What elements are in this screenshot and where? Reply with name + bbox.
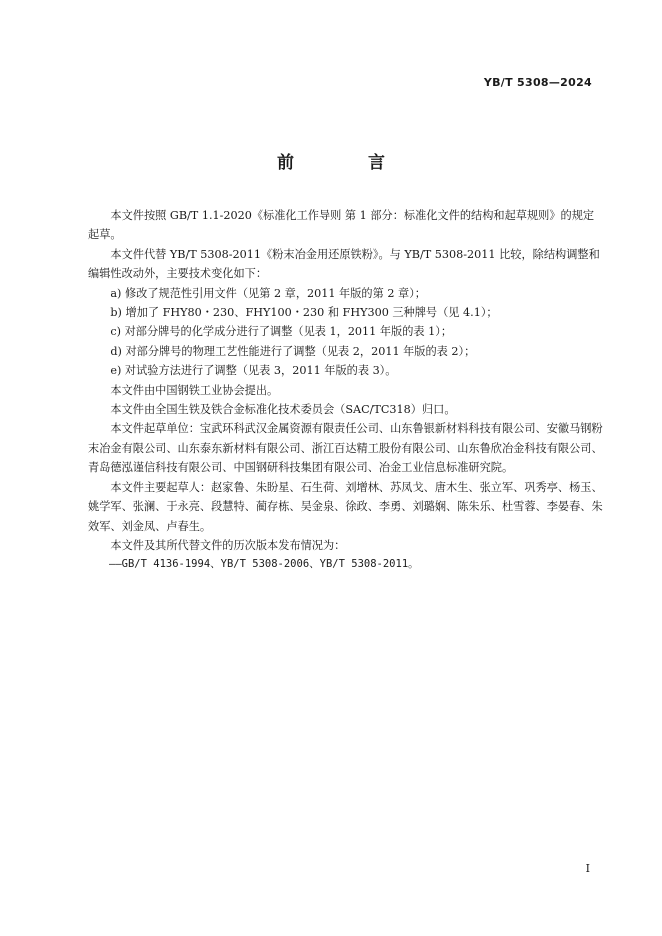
paragraph-committee: 本文件由全国生铁及铁合金标准化技术委员会（SAC/TC318）归口。 [110, 403, 456, 417]
paragraph-drafting-units: 本文件起草单位：宝武环科武汉金属资源有限责任公司、山东鲁银新材料科技有限公司、安徽马钢粉末冶金有限公司、山东泰东新材料有限公司、浙江百达精工股份有限公司、山东鲁欣冶金科技有限公司、青岛德泓谨信科技有限公司、中国钢研科技集团有限公司、冶金工业信息标准研究院。 [88, 422, 603, 475]
paragraph-history-list: ——GB/T 4136-1994、YB/T 5308-2006、YB/T 5308-2011。 [109, 558, 419, 571]
list-item: a) 修改了规范性引用文件（见第 2 章，2011 年版的第 2 章）； [110, 286, 426, 300]
list-item: e) 对试验方法进行了调整（见表 3，2011 年版的表 3）。 [110, 364, 397, 378]
page-title: 前 言 [277, 153, 419, 173]
page-number: I [585, 862, 590, 875]
paragraph-history-intro: 本文件及其所代替文件的历次版本发布情况为： [110, 538, 346, 552]
paragraph-proposer: 本文件由中国钢铁工业协会提出。 [110, 383, 279, 397]
paragraph-replacement: 本文件代替 YB/T 5308-2011《粉末冶金用还原铁粉》。与 YB/T 5308-2011 比较，除结构调整和编辑性改动外，主要技术变化如下： [88, 247, 600, 281]
list-item: d) 对部分牌号的物理工艺性能进行了调整（见表 2，2011 年版的表 2）； [110, 344, 476, 358]
paragraph-drafters: 本文件主要起草人：赵家鲁、朱盼星、石生荷、刘增林、苏凤戈、唐木生、张立军、巩秀亭、杨玉、姚学军、张澜、于永亮、段慧特、蔺存栋、吴金泉、徐政、李勇、刘璐娴、陈朱乐、杜雪蓉、李晏春、朱效军、刘金凤、卢春生。 [88, 480, 603, 533]
foreword-body [88, 206, 604, 575]
paragraph-drafting-rules: 本文件按照 GB/T 1.1-2020《标准化工作导则 第 1 部分：标准化文件的结构和起草规则》的规定起草。 [88, 209, 595, 242]
list-item: c) 对部分牌号的化学成分进行了调整（见表 1，2011 年版的表 1）； [110, 325, 453, 339]
list-item: b) 增加了 FHY80・230、FHY100・230 和 FHY300 三种牌号（见 4.1）； [110, 306, 498, 320]
document-code: YB/T 5308—2024 [483, 76, 592, 89]
